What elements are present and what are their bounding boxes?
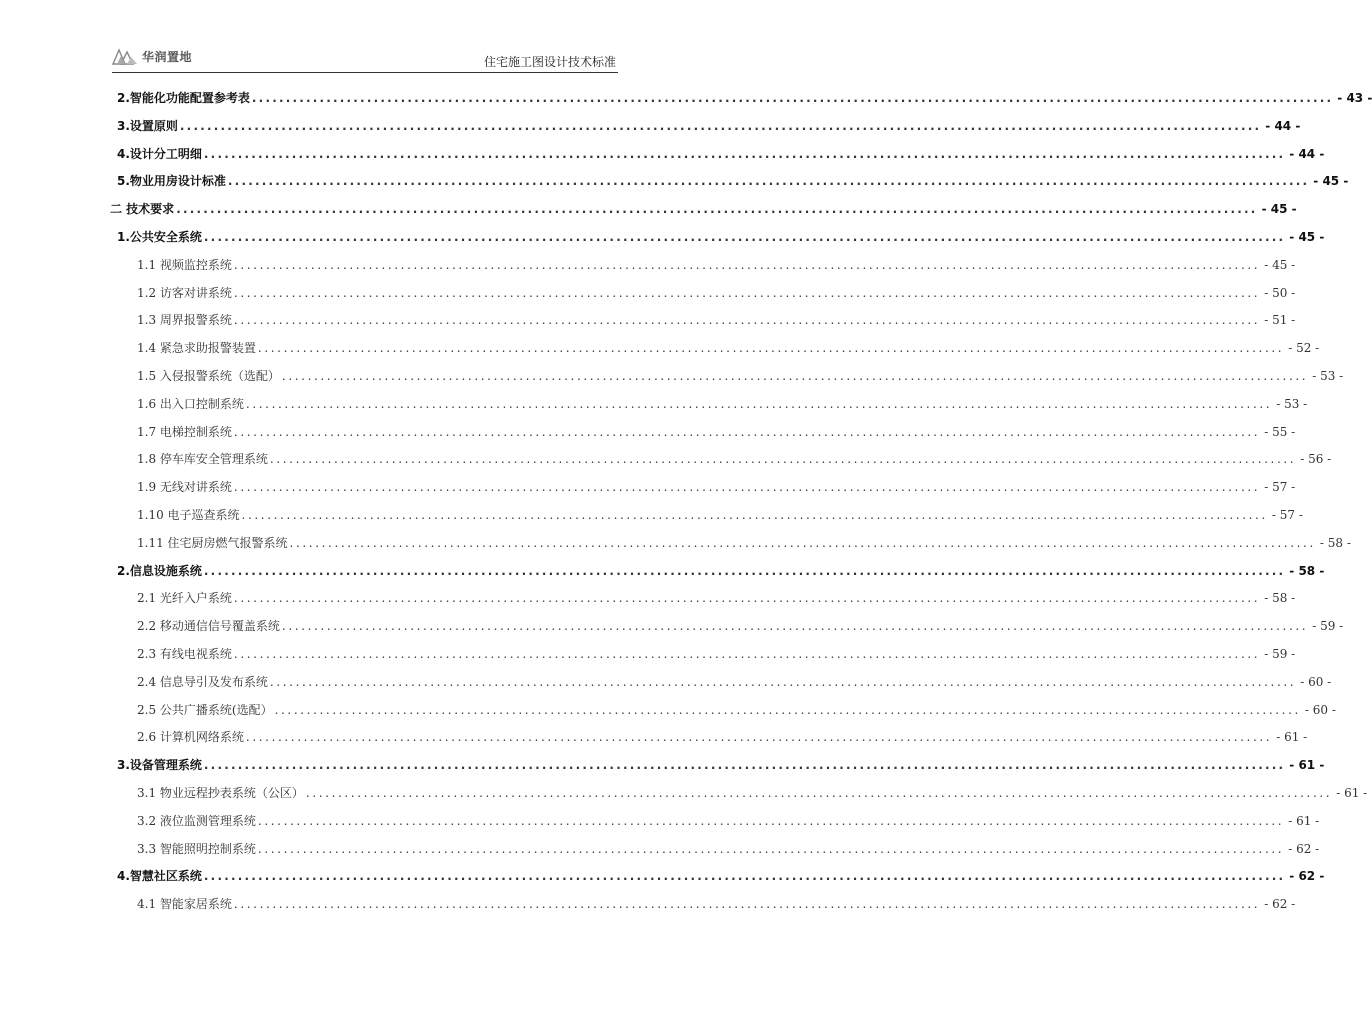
- toc-entry-page: - 55 -: [1264, 424, 1296, 439]
- toc-entry-label: 1.2 访客对讲系统: [137, 285, 232, 300]
- toc-entry[interactable]: [137, 311, 1296, 328]
- toc-dot-leader: ................................................................................................................................................................: [233, 257, 1261, 272]
- toc-entry-label: 1.5 入侵报警系统（选配）: [137, 369, 280, 383]
- toc-entry-label: 3.1 物业远程抄表系统（公区）: [137, 786, 304, 800]
- toc-entry-page: - 57 -: [1271, 508, 1303, 522]
- toc-dot-leader: ................................................................................................................................................................: [203, 563, 1286, 578]
- toc-entry[interactable]: [117, 867, 1325, 884]
- toc-dot-leader: ................................................................................................................................................................: [179, 118, 1262, 133]
- toc-entry-page: - 61 -: [1336, 786, 1368, 800]
- toc-entry[interactable]: [117, 172, 1349, 189]
- toc-entry-page: - 58 -: [1319, 535, 1351, 550]
- toc-entry[interactable]: [137, 784, 1368, 801]
- toc-entry-page: - 44 -: [1289, 146, 1325, 161]
- toc-entry-label: 1.10 电子巡查系统: [137, 508, 240, 522]
- toc-entry-label: 3.设备管理系统: [117, 758, 202, 773]
- toc-entry-label: 1.9 无线对讲系统: [137, 480, 232, 495]
- toc-entry-page: - 45 -: [1264, 257, 1296, 272]
- toc-dot-leader: ................................................................................................................................................................: [305, 786, 1333, 800]
- toc-dot-leader: ................................................................................................................................................................: [203, 869, 1286, 884]
- toc-entry-label: 1.4 紧急求助报警装置: [137, 341, 256, 356]
- toc-entry[interactable]: [137, 895, 1296, 912]
- toc-entry-page: - 61 -: [1288, 813, 1320, 828]
- toc-entry[interactable]: [137, 339, 1320, 356]
- toc-entry-page: - 61 -: [1276, 730, 1308, 745]
- toc-entry-page: - 58 -: [1289, 563, 1325, 578]
- toc-entry-page: - 45 -: [1289, 230, 1325, 244]
- toc-dot-leader: ................................................................................................................................................................: [241, 508, 1268, 522]
- document-title: 住宅施工图设计技术标准: [483, 55, 616, 69]
- toc-entry-label: 2.6 计算机网络系统: [137, 730, 244, 745]
- toc-dot-leader: ................................................................................................................................................................: [289, 535, 1316, 550]
- toc-entry-label: 4.智慧社区系统: [117, 869, 202, 884]
- toc-entry-label: 1.1 视频监控系统: [137, 257, 232, 272]
- toc-entry[interactable]: [137, 367, 1344, 384]
- toc-entry[interactable]: [110, 200, 1297, 217]
- toc-dot-leader: ................................................................................................................................................................: [274, 702, 1301, 717]
- toc-entry-label: 4.1 智能家居系统: [137, 897, 232, 912]
- toc-dot-leader: ................................................................................................................................................................: [203, 758, 1286, 773]
- toc-entry-label: 2.1 光纤入户系统: [137, 591, 232, 606]
- toc-entry-page: - 59 -: [1312, 619, 1344, 634]
- toc-entry-page: - 62 -: [1289, 869, 1325, 884]
- toc-entry[interactable]: [137, 395, 1308, 412]
- toc-entry-page: - 52 -: [1288, 341, 1320, 356]
- toc-entry-page: - 59 -: [1264, 647, 1296, 661]
- toc-entry[interactable]: [137, 256, 1296, 273]
- toc-entry[interactable]: [137, 284, 1296, 301]
- toc-dot-leader: ................................................................................................................................................................: [227, 174, 1310, 189]
- toc-entry[interactable]: [137, 701, 1336, 718]
- page-header: [112, 44, 618, 73]
- toc-entry-label: 2.信息设施系统: [117, 563, 202, 578]
- toc-entry-page: - 53 -: [1276, 396, 1308, 411]
- toc-dot-leader: ................................................................................................................................................................: [233, 897, 1261, 912]
- toc-dot-leader: ................................................................................................................................................................: [269, 674, 1297, 689]
- toc-entry-label: 1.8 停车库安全管理系统: [137, 452, 268, 467]
- toc-dot-leader: ................................................................................................................................................................: [245, 730, 1273, 745]
- company-logo: [112, 47, 192, 65]
- toc-entry[interactable]: [137, 812, 1320, 829]
- toc-dot-leader: ................................................................................................................................................................: [269, 452, 1297, 467]
- toc-dot-leader: ................................................................................................................................................................: [257, 341, 1285, 356]
- toc-entry[interactable]: [137, 673, 1332, 690]
- toc-dot-leader: ................................................................................................................................................................: [176, 202, 1258, 217]
- toc-dot-leader: ................................................................................................................................................................: [281, 369, 1309, 383]
- toc-entry[interactable]: [137, 478, 1296, 495]
- toc-dot-leader: ................................................................................................................................................................: [233, 285, 1261, 300]
- toc-entry-label: 3.设置原则: [117, 118, 178, 133]
- toc-dot-leader: ................................................................................................................................................................: [203, 146, 1286, 161]
- logo-mark-icon: [112, 47, 138, 65]
- toc-entry-label: 1.7 电梯控制系统: [137, 424, 232, 439]
- toc-dot-leader: ................................................................................................................................................................: [233, 424, 1261, 439]
- toc-entry-page: - 61 -: [1289, 758, 1325, 773]
- toc-dot-leader: ................................................................................................................................................................: [233, 647, 1261, 661]
- toc-entry-label: 5.物业用房设计标准: [117, 174, 226, 189]
- toc-entry-label: 2.3 有线电视系统: [137, 647, 232, 661]
- toc-entry-label: 2.2 移动通信信号覆盖系统: [137, 619, 280, 634]
- toc-entry-page: - 45 -: [1313, 174, 1349, 189]
- toc-entry-page: - 58 -: [1264, 591, 1296, 606]
- toc-entry-page: - 53 -: [1312, 369, 1344, 383]
- toc-entry-label: 1.11 住宅厨房燃气报警系统: [137, 535, 288, 550]
- toc-entry[interactable]: [137, 589, 1296, 606]
- toc-entry-page: - 45 -: [1261, 202, 1297, 217]
- toc-dot-leader: ................................................................................................................................................................: [257, 813, 1285, 828]
- toc-entry-label: 3.2 液位监测管理系统: [137, 813, 256, 828]
- toc-entry-page: - 57 -: [1264, 480, 1296, 495]
- logo-text: 华润置地: [142, 49, 193, 64]
- toc-dot-leader: ................................................................................................................................................................: [257, 841, 1285, 856]
- toc-entry[interactable]: [117, 228, 1325, 245]
- toc-dot-leader: ................................................................................................................................................................: [233, 591, 1261, 606]
- toc-entry-page: - 50 -: [1264, 285, 1296, 300]
- toc-entry[interactable]: [137, 423, 1296, 440]
- toc-entry[interactable]: [137, 534, 1351, 551]
- toc-entry-page: - 43 -: [1337, 91, 1372, 105]
- toc-entry[interactable]: [137, 728, 1308, 745]
- toc-entry[interactable]: [137, 645, 1296, 662]
- toc-entry[interactable]: [137, 450, 1332, 467]
- toc-entry[interactable]: [117, 145, 1325, 162]
- toc-dot-leader: ................................................................................................................................................................: [251, 91, 1334, 105]
- toc-entry[interactable]: [117, 89, 1372, 106]
- toc-entry-page: - 62 -: [1264, 897, 1296, 912]
- toc-entry-label: 1.6 出入口控制系统: [137, 396, 244, 411]
- toc-entry-label: 2.智能化功能配置参考表: [117, 91, 250, 105]
- toc-entry-page: - 62 -: [1288, 841, 1320, 856]
- toc-dot-leader: ................................................................................................................................................................: [245, 396, 1273, 411]
- toc-entry-label: 2.5 公共广播系统(选配）: [137, 702, 273, 717]
- toc-entry-page: - 60 -: [1300, 674, 1332, 689]
- toc-dot-leader: ................................................................................................................................................................: [233, 480, 1261, 495]
- toc-entry[interactable]: [137, 840, 1320, 857]
- toc-entry-label: 3.3 智能照明控制系统: [137, 841, 256, 856]
- toc-entry-page: - 51 -: [1264, 313, 1296, 328]
- toc-entry-label: 4.设计分工明细: [117, 146, 202, 161]
- toc-entry[interactable]: [137, 617, 1344, 634]
- toc-entry-page: - 44 -: [1265, 118, 1301, 133]
- toc-entry[interactable]: [117, 117, 1301, 134]
- toc-entry-page: - 56 -: [1300, 452, 1332, 467]
- toc-entry-page: - 60 -: [1304, 702, 1336, 717]
- toc-dot-leader: ................................................................................................................................................................: [281, 619, 1309, 634]
- toc-entry-label: 1.公共安全系统: [117, 230, 202, 244]
- toc-dot-leader: ................................................................................................................................................................: [233, 313, 1261, 328]
- toc-entry-label: 2.4 信息导引及发布系统: [137, 674, 268, 689]
- toc-entry[interactable]: [117, 756, 1325, 773]
- toc-entry-label: 二 技术要求: [110, 202, 175, 217]
- toc-entry[interactable]: [137, 506, 1303, 523]
- toc-entry-label: 1.3 周界报警系统: [137, 313, 232, 328]
- toc-entry[interactable]: [117, 562, 1325, 579]
- toc-dot-leader: ................................................................................................................................................................: [203, 230, 1286, 244]
